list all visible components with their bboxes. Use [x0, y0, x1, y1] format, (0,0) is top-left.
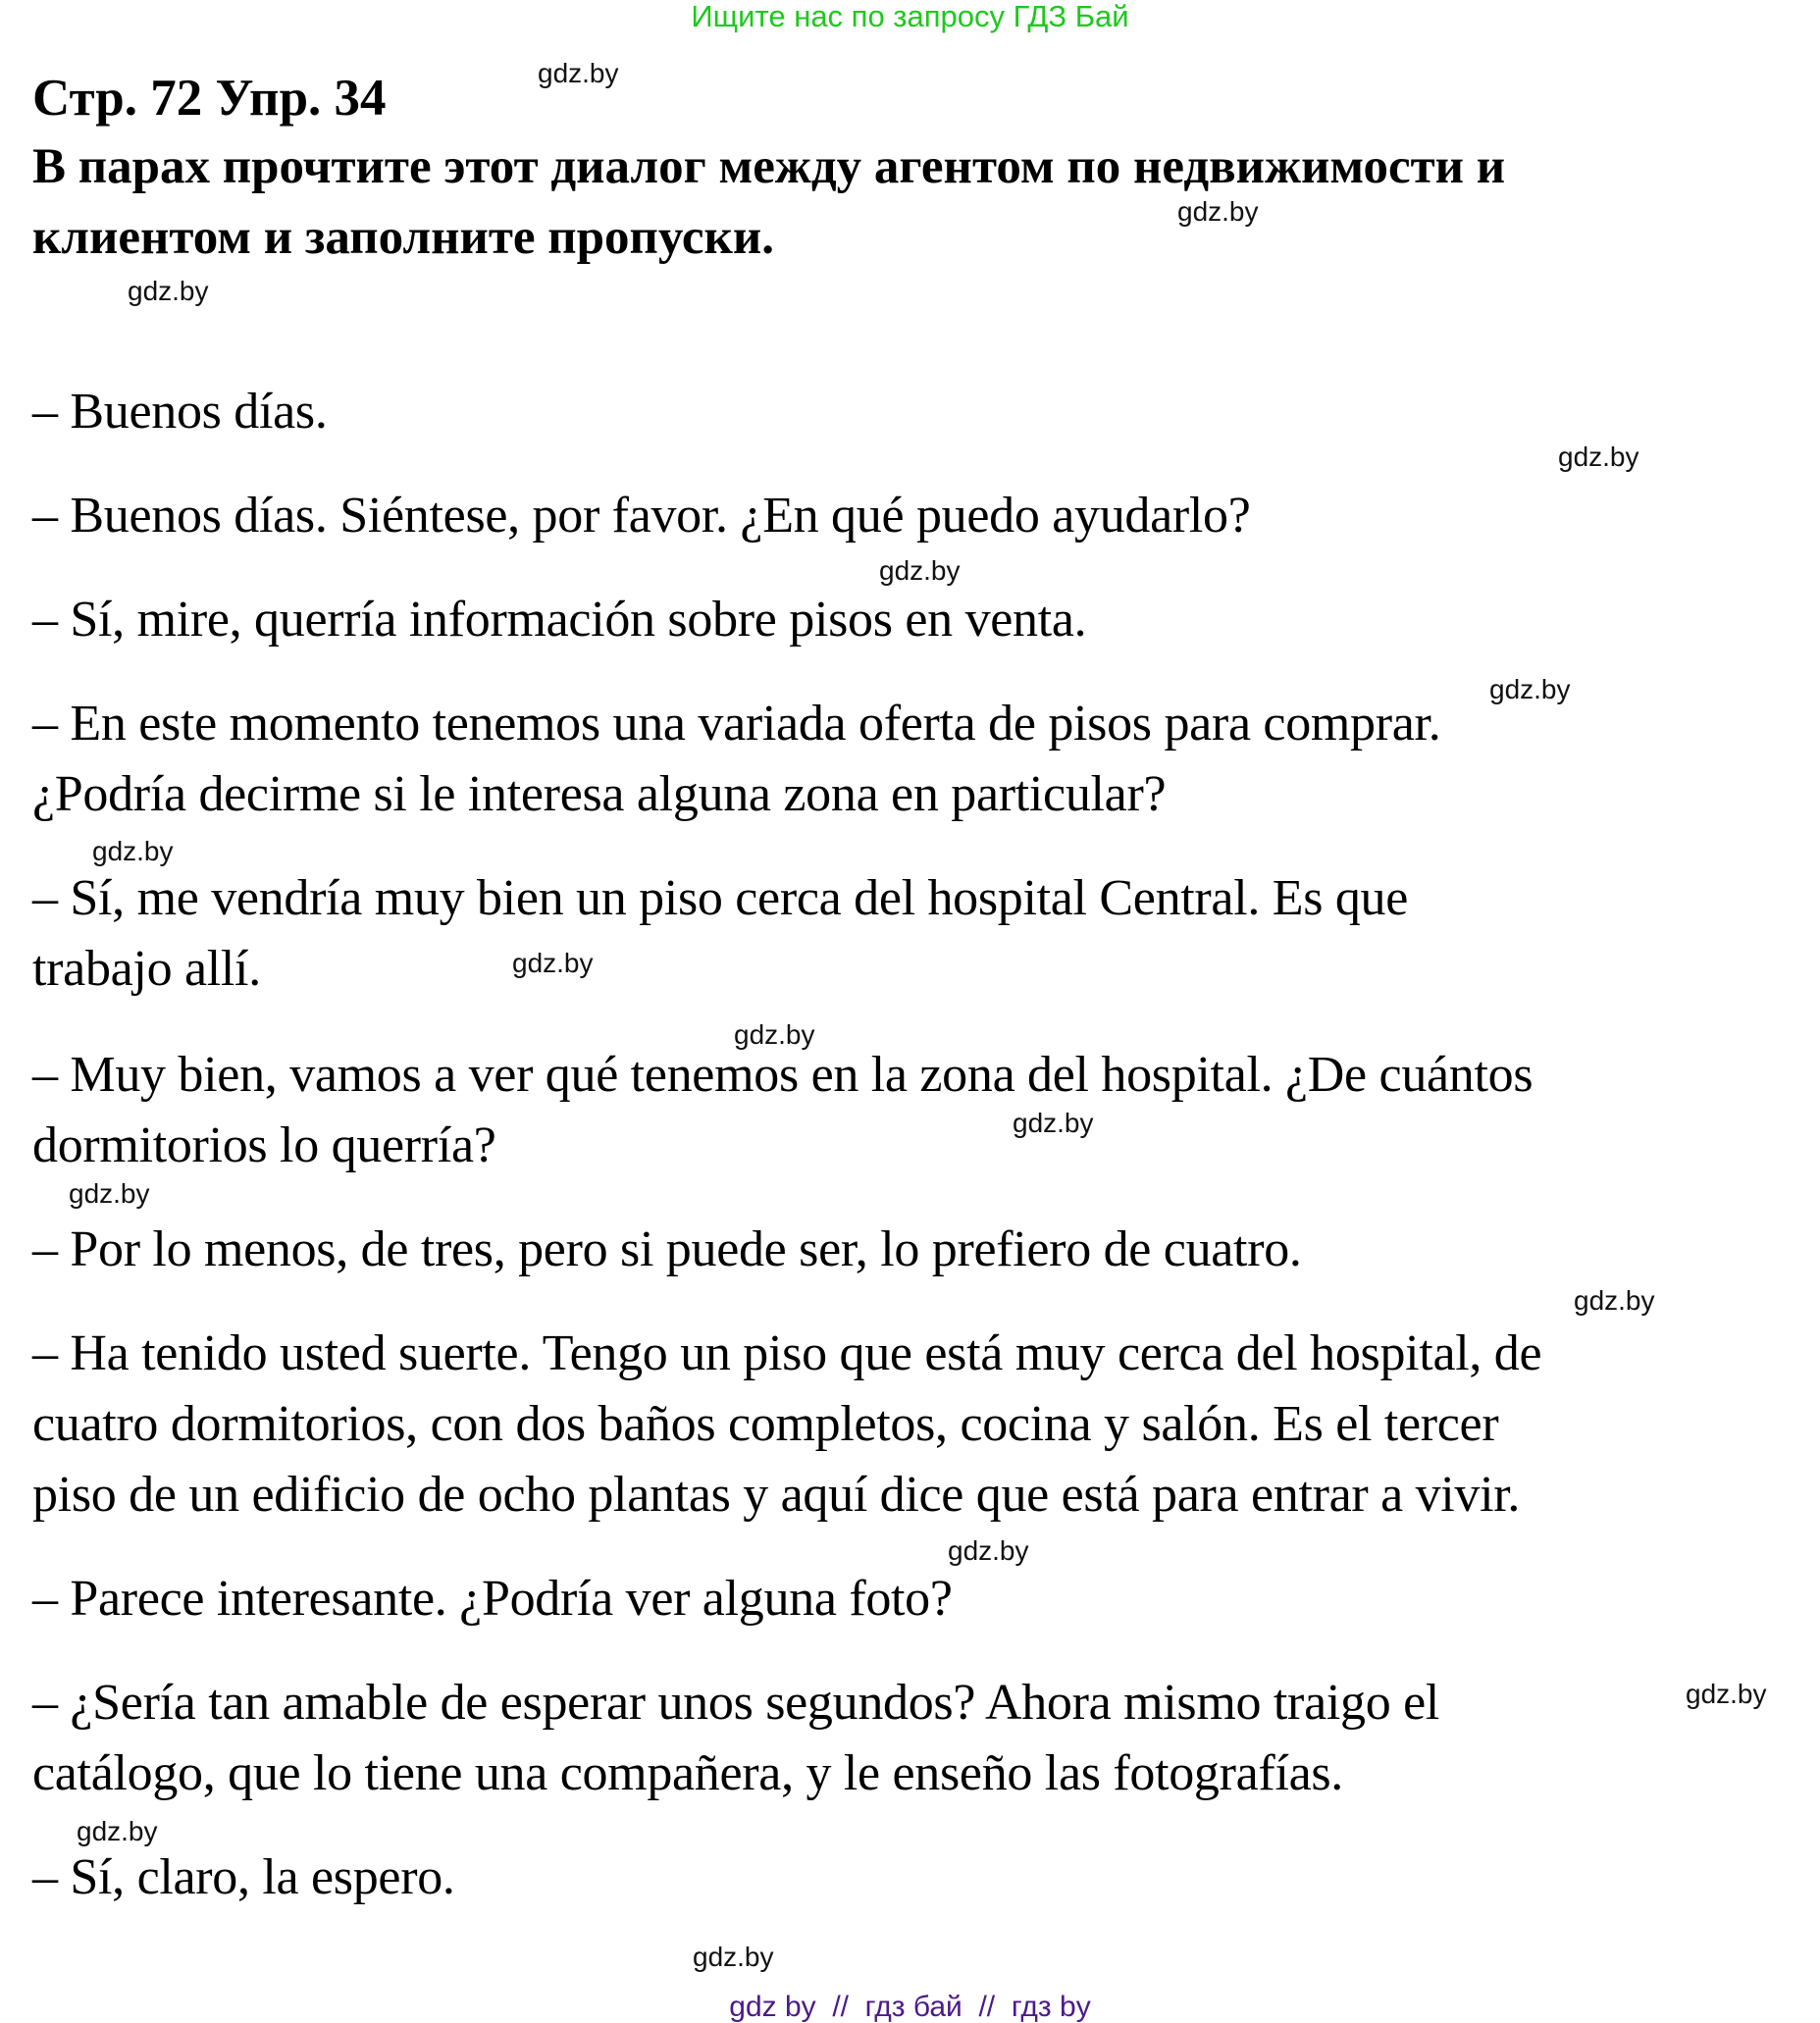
watermark: gdz.by: [92, 836, 174, 866]
dialogue-line: – Ha tenido usted suerte. Tengo un piso que está muy cerca del hospital, de: [32, 1325, 1542, 1381]
dialogue-line: – ¿Sería tan amable de esperar unos segundos? Ahora mismo traigo el: [32, 1675, 1440, 1731]
dialogue-line: – Buenos días. Siéntese, por favor. ¿En qué puedo ayudarlo?: [32, 488, 1251, 544]
watermark: gdz.by: [693, 1942, 774, 1972]
watermark: gdz.by: [1489, 674, 1571, 704]
dialogue-line: – Parece interesante. ¿Podría ver alguna foto?: [32, 1571, 953, 1627]
dialogue-line: catálogo, que lo tiene una compañera, y le enseño las fotografías.: [32, 1745, 1344, 1801]
watermark: gdz.by: [879, 555, 961, 586]
watermark: gdz.by: [128, 276, 209, 306]
watermark: gdz.by: [1686, 1679, 1767, 1709]
dialogue-line: – Sí, mire, querría información sobre pisos en venta.: [32, 592, 1087, 648]
footer-links: gdz by // гдз бай // гдз by: [729, 1991, 1091, 2023]
watermark: gdz.by: [1177, 196, 1259, 227]
watermark: gdz.by: [1013, 1108, 1094, 1138]
watermark: gdz.by: [1558, 441, 1639, 472]
task-instruction-line-2: клиентом и заполните пропуски.: [32, 210, 775, 265]
task-instruction-line-1: В парах прочтите этот диалог между агентом по недвижимости и: [32, 139, 1506, 194]
dialogue-line: – En este momento tenemos una variada oferta de pisos para comprar.: [32, 696, 1441, 752]
watermark: gdz.by: [512, 948, 594, 978]
watermark: gdz.by: [1574, 1285, 1655, 1316]
dialogue-line: cuatro dormitorios, con dos baños completos, cocina y salón. Es el tercer: [32, 1396, 1499, 1452]
page-title: Стр. 72 Упр. 34: [32, 70, 387, 127]
watermark: gdz.by: [948, 1535, 1029, 1566]
watermark: gdz.by: [77, 1816, 158, 1846]
dialogue-line: ¿Podría decirme si le interesa alguna zona en particular?: [32, 766, 1167, 822]
dialogue-line: – Por lo menos, de tres, pero si puede ser, lo prefiero de cuatro.: [32, 1221, 1302, 1277]
watermark: gdz.by: [69, 1178, 150, 1209]
search-banner: Ищите нас по запросу ГДЗ Бай: [691, 0, 1129, 33]
dialogue-line: – Buenos días.: [32, 384, 328, 440]
watermark: gdz.by: [734, 1019, 815, 1050]
dialogue-line: piso de un edificio de ocho plantas y aquí dice que está para entrar a vivir.: [32, 1467, 1521, 1523]
watermark: gdz.by: [538, 58, 619, 88]
dialogue-line: dormitorios lo querría?: [32, 1117, 496, 1173]
dialogue-line: trabajo allí.: [32, 941, 261, 997]
dialogue-line: – Sí, claro, la espero.: [32, 1849, 455, 1905]
dialogue-line: – Sí, me vendría muy bien un piso cerca del hospital Central. Es que: [32, 870, 1409, 926]
dialogue-line: – Muy bien, vamos a ver qué tenemos en la zona del hospital. ¿De cuántos: [32, 1047, 1534, 1103]
